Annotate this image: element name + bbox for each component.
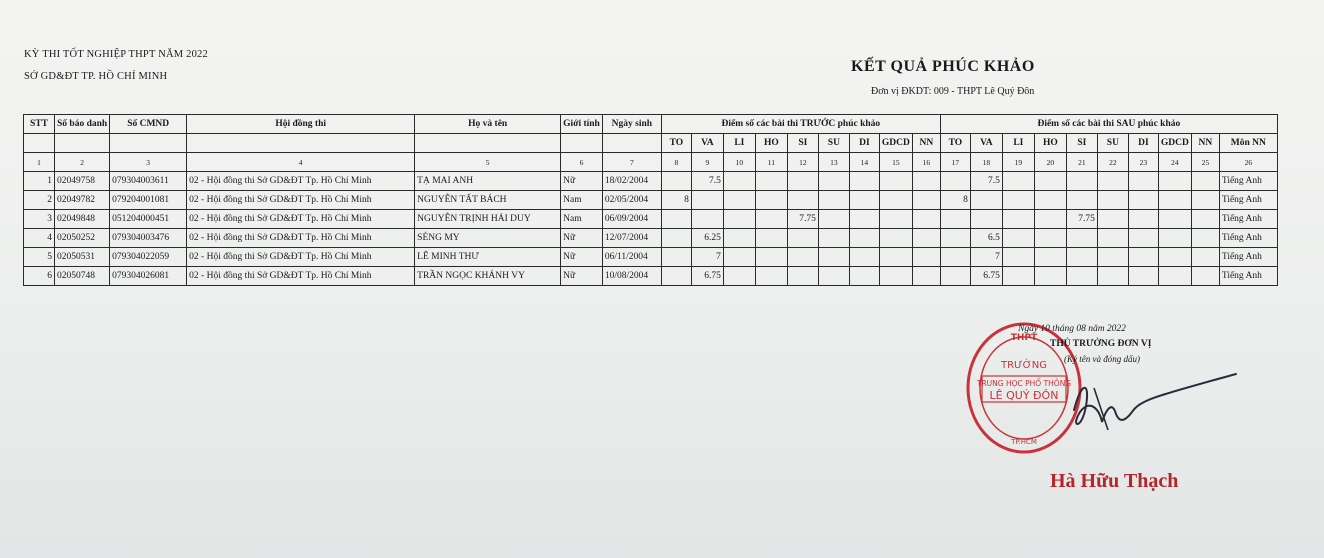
- cell-after-score: [1158, 172, 1191, 191]
- cell-before-score: [818, 248, 849, 267]
- cell-after-score: [1097, 248, 1128, 267]
- cell-after-score: [1191, 229, 1219, 248]
- cell-hoten: SÉNG MY: [415, 229, 561, 248]
- cell-hoten: LÊ MINH THƯ: [415, 248, 561, 267]
- cell-after-score: [1066, 191, 1097, 210]
- col-number: 4: [187, 153, 415, 172]
- cell-before-score: [787, 267, 818, 286]
- cell-sbd: 02050748: [55, 267, 110, 286]
- cell-after-score: [1128, 267, 1158, 286]
- stamp-text-bottom: TP.HCM: [1011, 438, 1037, 446]
- col-number: 21: [1066, 153, 1097, 172]
- cell-after-score: 7: [970, 248, 1002, 267]
- cell-monnn: Tiếng Anh: [1219, 210, 1277, 229]
- th-after-to: TO: [940, 134, 970, 153]
- handwritten-signature: [1060, 370, 1240, 440]
- th-after-ho: HO: [1034, 134, 1066, 153]
- cell-before-score: 8: [661, 191, 691, 210]
- col-number: 8: [661, 153, 691, 172]
- cell-before-score: [787, 191, 818, 210]
- col-number: 9: [691, 153, 723, 172]
- th-blank: [55, 134, 110, 153]
- th-before-va: VA: [691, 134, 723, 153]
- cell-after-score: [1002, 172, 1034, 191]
- cell-before-score: [849, 191, 879, 210]
- cell-before-score: [661, 229, 691, 248]
- cell-after-score: [1191, 210, 1219, 229]
- cell-after-score: [1191, 267, 1219, 286]
- cell-before-score: [755, 267, 787, 286]
- cell-after-score: [1034, 172, 1066, 191]
- cell-before-score: 7.75: [787, 210, 818, 229]
- cell-stt: 4: [24, 229, 55, 248]
- cell-before-score: 6.25: [691, 229, 723, 248]
- th-after-nn: NN: [1191, 134, 1219, 153]
- cell-after-score: [1097, 229, 1128, 248]
- cell-cmnd: 079304026081: [110, 267, 187, 286]
- cell-after-score: [1128, 248, 1158, 267]
- cell-monnn: Tiếng Anh: [1219, 229, 1277, 248]
- cell-hoten: NGUYỄN TẤT BÁCH: [415, 191, 561, 210]
- cell-sbd: 02049782: [55, 191, 110, 210]
- cell-monnn: Tiếng Anh: [1219, 267, 1277, 286]
- col-number: 15: [879, 153, 912, 172]
- cell-before-score: [723, 229, 755, 248]
- table-row: [24, 267, 1278, 286]
- cell-before-score: [723, 191, 755, 210]
- cell-after-score: 8: [940, 191, 970, 210]
- cell-before-score: [723, 172, 755, 191]
- col-number: 22: [1097, 153, 1128, 172]
- cell-after-score: [1066, 267, 1097, 286]
- th-before-di: DI: [849, 134, 879, 153]
- th-before: Điểm số các bài thi TRƯỚC phúc khảo: [661, 115, 940, 134]
- column-number-row: [24, 153, 1278, 172]
- col-number: 16: [912, 153, 940, 172]
- cell-ngaysinh: 10/08/2004: [602, 267, 661, 286]
- cell-before-score: [879, 229, 912, 248]
- header-row-2: [24, 134, 1278, 153]
- document-title: KẾT QUẢ PHÚC KHẢO: [851, 58, 1035, 75]
- cell-hoidong: 02 - Hội đồng thi Sở GD&ĐT Tp. Hồ Chí Minh: [187, 172, 415, 191]
- cell-before-score: [787, 248, 818, 267]
- th-after-li: LI: [1002, 134, 1034, 153]
- stamp-text-name: LÊ QUÝ ĐÔN: [989, 389, 1059, 402]
- cell-gioitinh: Nữ: [561, 172, 603, 191]
- cell-before-score: [912, 267, 940, 286]
- cell-after-score: [1066, 248, 1097, 267]
- cell-after-score: [1002, 210, 1034, 229]
- table-body: [24, 172, 1278, 286]
- cell-before-score: [723, 267, 755, 286]
- unit-line: Đơn vị ĐKDT: 009 - THPT Lê Quý Đôn: [871, 86, 1035, 97]
- table-row: [24, 191, 1278, 210]
- cell-after-score: [1158, 191, 1191, 210]
- cell-before-score: [912, 172, 940, 191]
- cell-ngaysinh: 06/11/2004: [602, 248, 661, 267]
- col-number: 20: [1034, 153, 1066, 172]
- cell-before-score: [755, 191, 787, 210]
- exam-name: KỲ THI TỐT NGHIỆP THPT NĂM 2022: [24, 49, 208, 60]
- cell-after-score: [1128, 172, 1158, 191]
- th-before-to: TO: [661, 134, 691, 153]
- cell-monnn: Tiếng Anh: [1219, 191, 1277, 210]
- th-sbd: Số báo danh: [55, 115, 110, 134]
- cell-after-score: [940, 210, 970, 229]
- cell-before-score: [849, 172, 879, 191]
- th-before-si: SI: [787, 134, 818, 153]
- th-blank: [24, 134, 55, 153]
- cell-ngaysinh: 02/05/2004: [602, 191, 661, 210]
- cell-after-score: [1034, 210, 1066, 229]
- cell-hoidong: 02 - Hội đồng thi Sở GD&ĐT Tp. Hồ Chí Minh: [187, 248, 415, 267]
- cell-before-score: [755, 210, 787, 229]
- col-number: 11: [755, 153, 787, 172]
- cell-gioitinh: Nam: [561, 210, 603, 229]
- cell-before-score: [912, 229, 940, 248]
- col-number: 18: [970, 153, 1002, 172]
- cell-hoidong: 02 - Hội đồng thi Sở GD&ĐT Tp. Hồ Chí Minh: [187, 210, 415, 229]
- stamp-text-level: TRUNG HỌC PHỔ THÔNG: [976, 379, 1072, 388]
- cell-cmnd: 079204001081: [110, 191, 187, 210]
- cell-after-score: [970, 210, 1002, 229]
- cell-after-score: [1158, 229, 1191, 248]
- table-row: [24, 229, 1278, 248]
- header-row-1: [24, 115, 1278, 134]
- cell-gioitinh: Nam: [561, 191, 603, 210]
- cell-before-score: 6.75: [691, 267, 723, 286]
- cell-after-score: [1097, 172, 1128, 191]
- cell-after-score: [1097, 267, 1128, 286]
- cell-hoten: NGUYỄN TRỊNH HẢI DUY: [415, 210, 561, 229]
- cell-cmnd: 079304003611: [110, 172, 187, 191]
- col-number: 12: [787, 153, 818, 172]
- stamp-text-top: THPT: [1010, 333, 1038, 343]
- cell-after-score: [1097, 191, 1128, 210]
- cell-after-score: 7.75: [1066, 210, 1097, 229]
- th-after-va: VA: [970, 134, 1002, 153]
- cell-after-score: 7.5: [970, 172, 1002, 191]
- cell-hoten: TRẦN NGỌC KHÁNH VY: [415, 267, 561, 286]
- cell-before-score: [787, 172, 818, 191]
- col-number: 26: [1219, 153, 1277, 172]
- cell-after-score: [1002, 267, 1034, 286]
- cell-before-score: [661, 267, 691, 286]
- cell-before-score: 7.5: [691, 172, 723, 191]
- cell-after-score: [1191, 248, 1219, 267]
- cell-sbd: 02049848: [55, 210, 110, 229]
- cell-after-score: [1002, 248, 1034, 267]
- th-blank: [187, 134, 415, 153]
- signature-date: Ngày 10 tháng 08 năm 2022: [1018, 324, 1126, 334]
- cell-ngaysinh: 12/07/2004: [602, 229, 661, 248]
- cell-after-score: [1158, 248, 1191, 267]
- th-monnn: Môn NN: [1219, 134, 1277, 153]
- cell-gioitinh: Nữ: [561, 229, 603, 248]
- col-number: 2: [55, 153, 110, 172]
- cell-before-score: [661, 172, 691, 191]
- cell-after-score: [1128, 191, 1158, 210]
- cell-before-score: [787, 229, 818, 248]
- header-left: [24, 44, 208, 88]
- cell-before-score: [879, 172, 912, 191]
- cell-gioitinh: Nữ: [561, 267, 603, 286]
- th-cmnd: Số CMND: [110, 115, 187, 134]
- th-after-di: DI: [1128, 134, 1158, 153]
- cell-after-score: [1158, 210, 1191, 229]
- signer-name: Hà Hữu Thạch: [1050, 470, 1179, 492]
- results-table: [23, 114, 1278, 286]
- cell-before-score: [723, 210, 755, 229]
- cell-before-score: [849, 229, 879, 248]
- cell-gioitinh: Nữ: [561, 248, 603, 267]
- cell-after-score: [940, 267, 970, 286]
- col-number: 5: [415, 153, 561, 172]
- cell-sbd: 02049758: [55, 172, 110, 191]
- cell-stt: 5: [24, 248, 55, 267]
- cell-after-score: [940, 172, 970, 191]
- cell-before-score: [723, 248, 755, 267]
- cell-after-score: 6.5: [970, 229, 1002, 248]
- col-number: 6: [561, 153, 603, 172]
- signature-role: THỦ TRƯỞNG ĐƠN VỊ: [1050, 339, 1152, 349]
- cell-ngaysinh: 18/02/2004: [602, 172, 661, 191]
- cell-before-score: [849, 210, 879, 229]
- cell-cmnd: 079304022059: [110, 248, 187, 267]
- cell-before-score: [912, 191, 940, 210]
- cell-hoidong: 02 - Hội đồng thi Sở GD&ĐT Tp. Hồ Chí Minh: [187, 267, 415, 286]
- cell-stt: 2: [24, 191, 55, 210]
- cell-stt: 6: [24, 267, 55, 286]
- col-number: 13: [818, 153, 849, 172]
- th-after-si: SI: [1066, 134, 1097, 153]
- th-ngaysinh: Ngày sinh: [602, 115, 661, 134]
- th-blank: [602, 134, 661, 153]
- cell-before-score: [849, 248, 879, 267]
- th-before-gdcd: GDCD: [879, 134, 912, 153]
- cell-after-score: [970, 191, 1002, 210]
- cell-after-score: [940, 248, 970, 267]
- col-number: 10: [723, 153, 755, 172]
- cell-after-score: [1097, 210, 1128, 229]
- cell-after-score: [1002, 229, 1034, 248]
- cell-before-score: [755, 172, 787, 191]
- cell-before-score: [818, 267, 849, 286]
- cell-before-score: [661, 210, 691, 229]
- cell-after-score: [1128, 210, 1158, 229]
- cell-after-score: [1034, 248, 1066, 267]
- cell-after-score: [1158, 267, 1191, 286]
- signature-note: (Ký tên và đóng dấu): [1064, 354, 1140, 364]
- th-blank: [561, 134, 603, 153]
- table-row: [24, 172, 1278, 191]
- th-before-su: SU: [818, 134, 849, 153]
- cell-after-score: [1002, 191, 1034, 210]
- table-row: [24, 248, 1278, 267]
- col-number: 7: [602, 153, 661, 172]
- cell-before-score: [661, 248, 691, 267]
- cell-after-score: [1034, 191, 1066, 210]
- col-number: 25: [1191, 153, 1219, 172]
- cell-after-score: 6.75: [970, 267, 1002, 286]
- th-before-nn: NN: [912, 134, 940, 153]
- cell-before-score: [818, 191, 849, 210]
- cell-after-score: [1066, 229, 1097, 248]
- cell-before-score: [818, 229, 849, 248]
- col-number: 1: [24, 153, 55, 172]
- cell-cmnd: 079304003476: [110, 229, 187, 248]
- cell-before-score: 7: [691, 248, 723, 267]
- cell-after-score: [1191, 191, 1219, 210]
- cell-ngaysinh: 06/09/2004: [602, 210, 661, 229]
- cell-sbd: 02050531: [55, 248, 110, 267]
- th-after-gdcd: GDCD: [1158, 134, 1191, 153]
- cell-before-score: [912, 248, 940, 267]
- th-stt: STT: [24, 115, 55, 134]
- table-row: [24, 210, 1278, 229]
- col-number: 14: [849, 153, 879, 172]
- cell-before-score: [818, 172, 849, 191]
- cell-monnn: Tiếng Anh: [1219, 172, 1277, 191]
- th-before-li: LI: [723, 134, 755, 153]
- cell-hoten: TẠ MAI ANH: [415, 172, 561, 191]
- cell-before-score: [691, 191, 723, 210]
- cell-before-score: [879, 267, 912, 286]
- cell-cmnd: 051204000451: [110, 210, 187, 229]
- cell-before-score: [755, 248, 787, 267]
- th-blank: [415, 134, 561, 153]
- cell-after-score: [1191, 172, 1219, 191]
- col-number: 3: [110, 153, 187, 172]
- cell-after-score: [1034, 267, 1066, 286]
- th-after: Điểm số các bài thi SAU phúc khảo: [940, 115, 1277, 134]
- col-number: 24: [1158, 153, 1191, 172]
- th-hoten: Họ và tên: [415, 115, 561, 134]
- cell-before-score: [818, 210, 849, 229]
- cell-stt: 3: [24, 210, 55, 229]
- cell-before-score: [879, 248, 912, 267]
- cell-hoidong: 02 - Hội đồng thi Sở GD&ĐT Tp. Hồ Chí Minh: [187, 229, 415, 248]
- cell-before-score: [691, 210, 723, 229]
- th-blank: [110, 134, 187, 153]
- cell-after-score: [1128, 229, 1158, 248]
- cell-before-score: [849, 267, 879, 286]
- th-gioitinh: Giới tính: [561, 115, 603, 134]
- stamp-text-school: TRƯỜNG: [1001, 360, 1047, 371]
- col-number: 23: [1128, 153, 1158, 172]
- cell-before-score: [879, 191, 912, 210]
- cell-after-score: [940, 229, 970, 248]
- cell-before-score: [755, 229, 787, 248]
- th-after-su: SU: [1097, 134, 1128, 153]
- cell-after-score: [1034, 229, 1066, 248]
- cell-before-score: [912, 210, 940, 229]
- th-hoidong: Hội đồng thi: [187, 115, 415, 134]
- cell-sbd: 02050252: [55, 229, 110, 248]
- col-number: 19: [1002, 153, 1034, 172]
- th-before-ho: HO: [755, 134, 787, 153]
- cell-stt: 1: [24, 172, 55, 191]
- cell-monnn: Tiếng Anh: [1219, 248, 1277, 267]
- cell-after-score: [1066, 172, 1097, 191]
- cell-hoidong: 02 - Hội đồng thi Sở GD&ĐT Tp. Hồ Chí Minh: [187, 191, 415, 210]
- cell-before-score: [879, 210, 912, 229]
- col-number: 17: [940, 153, 970, 172]
- department-name: SỞ GD&ĐT TP. HỒ CHÍ MINH: [24, 71, 168, 82]
